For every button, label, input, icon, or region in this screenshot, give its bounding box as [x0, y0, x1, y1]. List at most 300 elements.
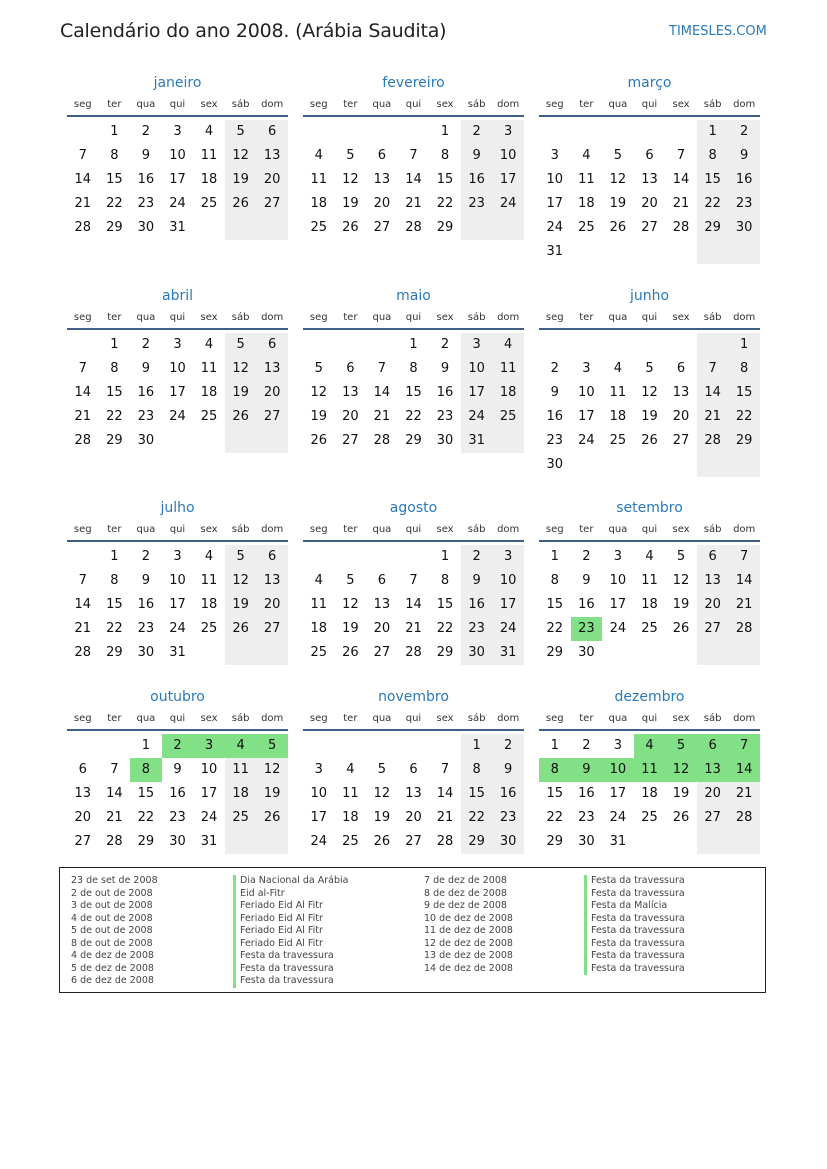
- legend-date: 5 de dez de 2008: [71, 962, 154, 974]
- weekday-header: [539, 311, 760, 325]
- day-cell: 1: [409, 337, 418, 352]
- day-cell: 25: [492, 405, 524, 429]
- day-cell: 20: [342, 409, 359, 424]
- day-cell: 7: [676, 148, 686, 163]
- day-cell: 7: [697, 357, 729, 381]
- month-title: abril: [161, 288, 193, 304]
- weekday-header: [303, 98, 524, 112]
- day-cell: 9: [461, 144, 493, 168]
- day-cell: 5: [665, 734, 697, 758]
- weekday-label: seg: [545, 524, 564, 535]
- weekday-label: qui: [641, 713, 658, 724]
- day-cell: 16: [461, 593, 493, 617]
- day-cell: 30: [492, 830, 524, 854]
- weekday-label: ter: [107, 713, 122, 724]
- day-cell: 6: [256, 545, 288, 569]
- day-cell: 25: [641, 621, 658, 636]
- day-cell: 13: [697, 758, 729, 782]
- day-cell: 2: [141, 549, 151, 564]
- day-cell: 15: [137, 786, 155, 801]
- day-cell: 7: [409, 573, 418, 588]
- day-cell: 3: [461, 333, 493, 357]
- weekday-label: sex: [672, 713, 690, 724]
- day-cell: 27: [672, 433, 690, 448]
- day-cell: 21: [74, 409, 92, 424]
- day-cell: 31: [200, 834, 218, 849]
- weekday-label: dom: [497, 524, 520, 535]
- day-cell: 7: [728, 545, 760, 569]
- weekend-filler: [728, 830, 760, 854]
- weekday-label: ter: [343, 713, 358, 724]
- day-cell: 26: [310, 433, 328, 448]
- weekday-label: ter: [579, 312, 594, 323]
- weekend-filler: [225, 641, 257, 665]
- day-cell: 16: [137, 172, 155, 187]
- day-cell: 23: [169, 810, 186, 825]
- day-cell: 17: [609, 597, 627, 612]
- day-cell: 12: [310, 385, 328, 400]
- day-cell: 27: [405, 834, 422, 849]
- day-cell: 7: [78, 573, 87, 588]
- weekday-label: dom: [733, 312, 756, 323]
- day-cell: 7: [78, 361, 87, 376]
- day-cell: 26: [225, 617, 257, 641]
- day-cell: 10: [200, 762, 218, 777]
- weekday-label: qua: [136, 99, 156, 110]
- day-cell: 19: [672, 597, 690, 612]
- weekday-header: [67, 712, 288, 726]
- weekend-filler: [697, 453, 729, 477]
- day-cell: 26: [609, 220, 627, 235]
- day-cell: 13: [373, 172, 391, 187]
- day-cell: 27: [256, 617, 288, 641]
- day-cell: 12: [342, 172, 359, 187]
- day-cell: 29: [405, 433, 422, 448]
- brand-link[interactable]: TIMESLES.COM: [669, 24, 767, 39]
- day-cell: 11: [578, 172, 595, 187]
- day-cell: 17: [461, 381, 493, 405]
- day-cell: 9: [492, 758, 524, 782]
- day-grid: [67, 120, 288, 266]
- day-cell: 22: [106, 196, 123, 211]
- weekday-label: ter: [343, 524, 358, 535]
- day-cell: 30: [578, 834, 595, 849]
- day-cell: 29: [546, 834, 564, 849]
- day-cell: 28: [405, 220, 422, 235]
- day-cell: 15: [106, 597, 123, 612]
- day-cell: 30: [169, 834, 186, 849]
- day-cell: 19: [225, 381, 257, 405]
- day-cell: 11: [310, 172, 328, 187]
- weekend-filler: [697, 240, 729, 264]
- weekday-label: qui: [169, 312, 186, 323]
- holiday-legend: [59, 867, 766, 993]
- day-cell: 25: [609, 433, 627, 448]
- day-cell: 6: [346, 361, 355, 376]
- day-cell: 19: [342, 621, 359, 636]
- weekday-label: dom: [261, 713, 284, 724]
- weekday-label: qua: [608, 312, 628, 323]
- day-cell: 16: [492, 782, 524, 806]
- day-cell: 9: [440, 361, 450, 376]
- day-cell: 23: [461, 617, 493, 641]
- day-cell: 30: [546, 457, 564, 472]
- day-cell: 28: [74, 220, 92, 235]
- header-divider: [303, 540, 524, 542]
- legend-holiday-name: Festa da travessura: [584, 925, 685, 938]
- day-cell: 9: [582, 573, 591, 588]
- day-cell: 26: [672, 810, 690, 825]
- weekday-label: sex: [436, 99, 454, 110]
- day-cell: 2: [550, 361, 559, 376]
- weekday-label: sáb: [703, 99, 722, 110]
- month-julho: [67, 499, 288, 699]
- weekday-label: ter: [579, 713, 594, 724]
- legend-holiday-name: Dia Nacional da Arábia: [233, 875, 349, 888]
- day-cell: 31: [609, 834, 627, 849]
- legend-holiday-name: Festa da travessura: [584, 875, 685, 888]
- day-cell: 31: [461, 429, 493, 453]
- day-cell: 21: [405, 196, 422, 211]
- month-title: outubro: [150, 689, 205, 705]
- day-cell: 22: [137, 810, 155, 825]
- weekday-label: dom: [733, 99, 756, 110]
- weekday-label: dom: [261, 99, 284, 110]
- day-cell: 20: [256, 381, 288, 405]
- weekday-label: qui: [169, 524, 186, 535]
- day-cell: 2: [141, 124, 151, 139]
- day-cell: 12: [225, 357, 257, 381]
- weekday-label: qui: [169, 99, 186, 110]
- day-cell: 5: [613, 148, 623, 163]
- day-cell: 13: [256, 357, 288, 381]
- day-cell: 8: [697, 144, 729, 168]
- day-cell: 24: [578, 433, 595, 448]
- legend-date: 23 de set de 2008: [71, 875, 158, 886]
- weekday-label: sex: [200, 524, 218, 535]
- day-cell: 22: [436, 196, 454, 211]
- weekday-label: sáb: [703, 312, 722, 323]
- day-cell: 3: [492, 545, 524, 569]
- day-cell: 23: [492, 806, 524, 830]
- weekday-label: ter: [107, 524, 122, 535]
- day-cell: 28: [106, 834, 123, 849]
- day-cell: 30: [461, 641, 493, 665]
- weekday-label: qui: [405, 312, 422, 323]
- day-cell: 12: [225, 144, 257, 168]
- day-cell: 22: [546, 621, 564, 636]
- legend-holiday-name: Feriado Eid Al Fitr: [233, 925, 349, 938]
- day-cell: 11: [200, 361, 218, 376]
- month-title: junho: [629, 288, 670, 304]
- legend-date: 5 de out de 2008: [71, 925, 153, 936]
- weekday-label: qui: [641, 312, 658, 323]
- day-cell: 29: [106, 433, 123, 448]
- weekday-label: ter: [107, 99, 122, 110]
- weekday-label: sáb: [231, 312, 250, 323]
- legend-dates-right: [424, 875, 513, 975]
- day-cell: 12: [373, 786, 391, 801]
- day-cell: 2: [162, 734, 194, 758]
- day-cell: 1: [440, 124, 450, 139]
- day-cell: 25: [578, 220, 595, 235]
- legend-holiday-name: Festa da travessura: [584, 888, 685, 901]
- day-cell: 21: [405, 621, 422, 636]
- weekday-label: qua: [372, 312, 392, 323]
- day-cell: 24: [492, 192, 524, 216]
- day-cell: 7: [728, 734, 760, 758]
- day-cell: 4: [225, 734, 257, 758]
- day-cell: 16: [169, 786, 186, 801]
- header-divider: [539, 328, 760, 330]
- day-cell: 18: [609, 409, 627, 424]
- day-grid: [539, 734, 760, 880]
- day-cell: 20: [256, 168, 288, 192]
- day-cell: 18: [310, 196, 328, 211]
- day-cell: 9: [141, 361, 151, 376]
- day-cell: 3: [173, 549, 182, 564]
- day-cell: 22: [728, 405, 760, 429]
- header-divider: [67, 729, 288, 731]
- weekday-label: qui: [641, 99, 658, 110]
- day-cell: 6: [697, 734, 729, 758]
- day-cell: 4: [204, 549, 214, 564]
- weekday-label: qui: [641, 524, 658, 535]
- weekday-label: seg: [545, 312, 564, 323]
- day-cell: 6: [409, 762, 418, 777]
- day-cell: 5: [256, 734, 288, 758]
- day-cell: 31: [546, 244, 564, 259]
- day-cell: 7: [110, 762, 119, 777]
- day-cell: 10: [169, 361, 186, 376]
- day-cell: 15: [106, 385, 123, 400]
- day-cell: 26: [373, 834, 391, 849]
- day-cell: 12: [665, 758, 697, 782]
- day-cell: 23: [137, 196, 155, 211]
- day-cell: 26: [256, 806, 288, 830]
- weekday-label: sáb: [231, 99, 250, 110]
- day-cell: 25: [310, 220, 328, 235]
- day-cell: 3: [193, 734, 225, 758]
- day-cell: 21: [436, 810, 454, 825]
- day-cell: 17: [609, 786, 627, 801]
- day-cell: 10: [492, 144, 524, 168]
- day-cell: 11: [634, 758, 666, 782]
- weekday-label: ter: [579, 99, 594, 110]
- month-dezembro: [539, 688, 760, 888]
- weekday-label: seg: [73, 524, 92, 535]
- month-junho: [539, 287, 760, 487]
- day-cell: 7: [78, 148, 87, 163]
- legend-date: 8 de out de 2008: [71, 937, 153, 949]
- day-cell: 15: [546, 786, 564, 801]
- day-cell: 14: [106, 786, 123, 801]
- day-cell: 18: [200, 172, 218, 187]
- day-cell: 5: [676, 549, 686, 564]
- day-cell: 22: [546, 810, 564, 825]
- legend-holiday-name: Feriado Eid Al Fitr: [233, 900, 349, 913]
- weekday-label: ter: [579, 524, 594, 535]
- day-cell: 3: [314, 762, 323, 777]
- weekend-filler: [225, 216, 257, 240]
- day-cell: 19: [342, 196, 359, 211]
- weekday-label: sex: [200, 99, 218, 110]
- day-cell: 15: [106, 172, 123, 187]
- month-março: [539, 74, 760, 274]
- day-cell: 23: [546, 433, 564, 448]
- day-cell: 11: [200, 573, 218, 588]
- day-cell: 2: [582, 738, 591, 753]
- day-cell: 1: [728, 333, 760, 357]
- legend-date: 4 de dez de 2008: [71, 950, 154, 961]
- weekday-label: dom: [261, 312, 284, 323]
- day-cell: 5: [314, 361, 323, 376]
- header-divider: [67, 540, 288, 542]
- weekday-label: dom: [497, 713, 520, 724]
- day-cell: 29: [546, 645, 564, 660]
- day-cell: 4: [204, 337, 214, 352]
- day-cell: 18: [310, 621, 328, 636]
- day-cell: 8: [409, 361, 418, 376]
- weekday-header: [303, 523, 524, 537]
- weekday-label: sáb: [231, 713, 250, 724]
- day-cell: 20: [373, 196, 391, 211]
- day-cell: 19: [641, 409, 658, 424]
- day-cell: 9: [550, 385, 559, 400]
- weekday-label: qui: [405, 99, 422, 110]
- day-cell: 15: [461, 782, 493, 806]
- day-cell: 29: [697, 216, 729, 240]
- weekday-label: sex: [436, 713, 454, 724]
- day-cell: 23: [571, 617, 603, 641]
- day-cell: 25: [200, 409, 218, 424]
- day-cell: 9: [571, 758, 603, 782]
- day-cell: 2: [728, 120, 760, 144]
- day-cell: 27: [256, 192, 288, 216]
- header-divider: [67, 115, 288, 117]
- day-cell: 17: [546, 196, 564, 211]
- legend-date: 8 de dez de 2008: [424, 887, 507, 899]
- day-cell: 8: [130, 758, 162, 782]
- day-cell: 14: [436, 786, 454, 801]
- day-grid: [303, 734, 524, 880]
- day-cell: 1: [110, 124, 119, 139]
- day-cell: 15: [405, 385, 422, 400]
- day-cell: 17: [169, 385, 186, 400]
- legend-holiday-name: Festa da travessura: [233, 975, 349, 988]
- legend-date: 11 de dez de 2008: [424, 925, 513, 936]
- day-cell: 3: [550, 148, 559, 163]
- day-cell: 8: [550, 573, 559, 588]
- weekend-filler: [728, 641, 760, 665]
- day-cell: 8: [440, 148, 450, 163]
- day-cell: 17: [169, 597, 186, 612]
- day-cell: 29: [728, 429, 760, 453]
- day-cell: 2: [582, 549, 591, 564]
- day-cell: 2: [141, 337, 151, 352]
- day-cell: 23: [137, 409, 155, 424]
- legend-holiday-name: Festa da Malícia: [584, 900, 685, 913]
- header-divider: [303, 115, 524, 117]
- day-cell: 14: [74, 172, 92, 187]
- legend-holiday-name: Festa da travessura: [584, 938, 685, 951]
- day-cell: 9: [173, 762, 182, 777]
- day-cell: 12: [641, 385, 658, 400]
- day-cell: 31: [492, 641, 524, 665]
- weekday-label: sex: [200, 312, 218, 323]
- day-cell: 16: [461, 168, 493, 192]
- day-cell: 3: [613, 738, 623, 753]
- day-cell: 30: [137, 220, 155, 235]
- day-cell: 31: [169, 220, 186, 235]
- header-divider: [67, 328, 288, 330]
- day-cell: 30: [137, 433, 155, 448]
- day-cell: 19: [310, 409, 328, 424]
- day-cell: 9: [728, 144, 760, 168]
- weekend-filler: [256, 830, 288, 854]
- day-cell: 10: [602, 758, 634, 782]
- day-cell: 28: [74, 645, 92, 660]
- day-cell: 7: [440, 762, 450, 777]
- day-cell: 11: [492, 357, 524, 381]
- weekend-filler: [728, 240, 760, 264]
- day-cell: 4: [492, 333, 524, 357]
- day-cell: 27: [256, 405, 288, 429]
- day-cell: 8: [461, 758, 493, 782]
- day-cell: 5: [225, 333, 257, 357]
- day-cell: 13: [256, 569, 288, 593]
- weekend-filler: [697, 830, 729, 854]
- day-cell: 13: [672, 385, 690, 400]
- day-cell: 29: [106, 645, 123, 660]
- day-cell: 14: [74, 597, 92, 612]
- day-cell: 16: [728, 168, 760, 192]
- legend-dates-left: [71, 875, 158, 988]
- day-cell: 24: [200, 810, 218, 825]
- day-cell: 12: [342, 597, 359, 612]
- header-divider: [303, 729, 524, 731]
- day-cell: 28: [697, 429, 729, 453]
- day-cell: 5: [645, 361, 654, 376]
- day-cell: 11: [200, 148, 218, 163]
- legend-date: 2 de out de 2008: [71, 887, 153, 899]
- day-cell: 4: [634, 734, 666, 758]
- weekend-filler: [728, 453, 760, 477]
- day-cell: 22: [697, 192, 729, 216]
- day-cell: 21: [672, 196, 690, 211]
- day-cell: 16: [436, 385, 454, 400]
- day-cell: 13: [697, 569, 729, 593]
- weekday-label: sex: [436, 524, 454, 535]
- weekday-label: qui: [169, 713, 186, 724]
- month-title: setembro: [616, 500, 683, 516]
- month-title: julho: [160, 500, 195, 516]
- day-cell: 1: [461, 734, 493, 758]
- day-cell: 28: [672, 220, 690, 235]
- day-cell: 30: [728, 216, 760, 240]
- day-cell: 6: [256, 120, 288, 144]
- weekday-label: sáb: [703, 524, 722, 535]
- day-cell: 31: [169, 645, 186, 660]
- day-cell: 10: [546, 172, 564, 187]
- legend-holiday-name: Festa da travessura: [584, 913, 685, 926]
- day-cell: 6: [645, 148, 654, 163]
- day-cell: 28: [405, 645, 422, 660]
- weekday-label: seg: [309, 99, 328, 110]
- weekend-filler: [256, 429, 288, 453]
- day-cell: 14: [405, 597, 422, 612]
- day-grid: [539, 333, 760, 479]
